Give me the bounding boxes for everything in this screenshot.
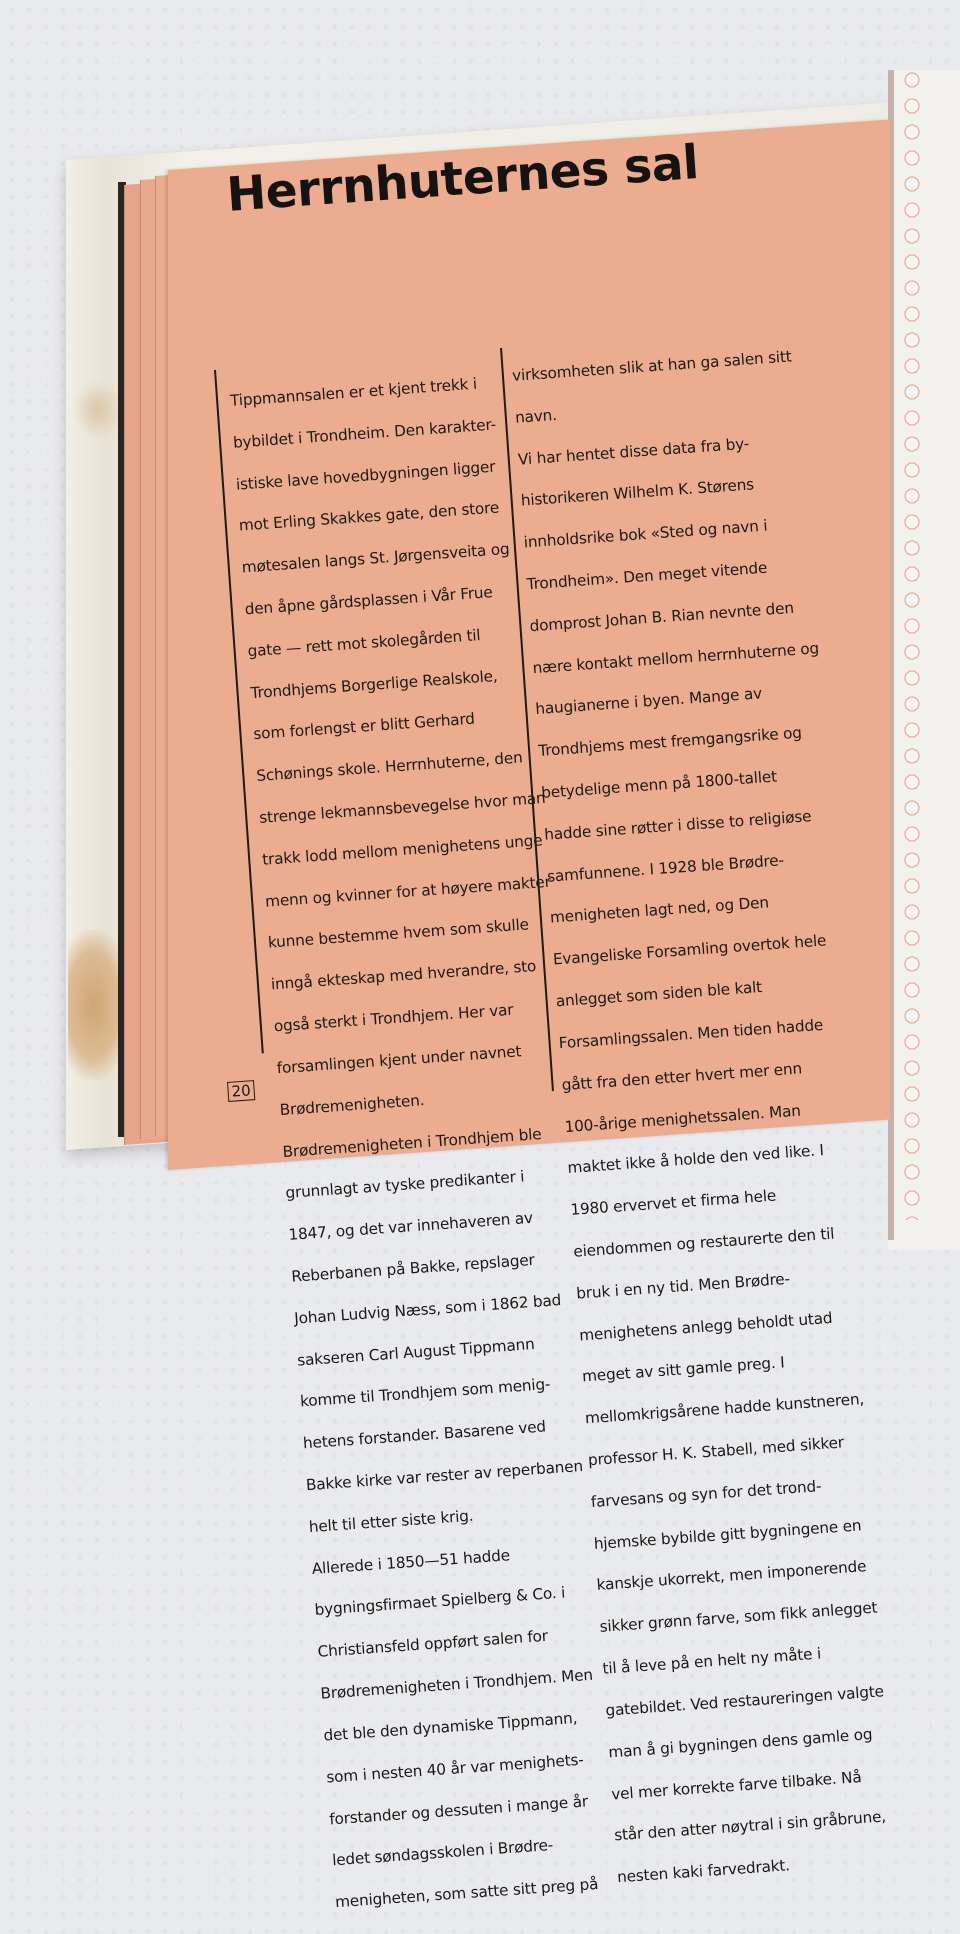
text-line: gått fra den etter hvert mer enn (561, 1059, 803, 1094)
text-line: hjemske bybilde gitt bygningene en (593, 1516, 862, 1553)
text-line: bruk i en ny tid. Men Brødre- (575, 1269, 791, 1303)
text-line: menighetens anlegg beholdt utad (578, 1308, 833, 1345)
text-line: forstander og dessuten i mange år (328, 1791, 589, 1828)
text-line: historikeren Wilhelm K. Størens (520, 475, 755, 510)
text-line: 1847, og det var innehaveren av (287, 1208, 534, 1245)
text-line: menigheten, som satte sitt preg på (334, 1875, 599, 1912)
text-line: også sterkt i Trondhjem. Her var (273, 1000, 514, 1036)
text-line: bygningsfirmaet Spielberg & Co. i (314, 1583, 566, 1620)
text-line: professor H. K. Stabell, med sikker (587, 1433, 845, 1470)
text-line: hadde sine røtter i disse to religiøse (543, 807, 812, 844)
page-number: 20 (227, 1080, 255, 1102)
text-line: helt til etter siste krig. (308, 1506, 474, 1536)
text-line: Bakke kirke var rester av reperbanen (305, 1456, 584, 1495)
text-line: det ble den dynamiske Tippmann, (322, 1708, 578, 1745)
text-line: innholdsrike bok «Sted og navn i (523, 516, 768, 552)
text-line: trakk lodd mellom menighetens unge (261, 831, 543, 869)
text-line: farvesans og syn for det trond- (590, 1476, 822, 1511)
text-line: nære kontakt mellom herrnhuterne og (531, 638, 820, 677)
text-line: Allerede i 1850—51 hadde (311, 1545, 511, 1578)
text-line: grunnlagt av tyske predikanter i (284, 1167, 525, 1203)
text-line: som forlengst er blitt Gerhard (252, 710, 476, 744)
text-line: Christiansfeld oppført salen for (317, 1627, 549, 1662)
text-line: istiske lave hovedbygningen ligger (235, 457, 496, 494)
text-line: Forsamlingssalen. Men tiden hadde (558, 1015, 824, 1053)
text-line: som i nesten 40 år var menighets- (325, 1750, 585, 1787)
text-line: Trondhjems Borgerlige Realskole, (249, 666, 499, 702)
text-line: man å gi bygningen dens gamle og (607, 1724, 873, 1762)
text-line: maktet ikke å holde den ved like. I (566, 1141, 825, 1178)
perforation-holes (902, 70, 922, 1220)
text-line: kunne bestemme hvem som skulle (267, 915, 530, 953)
text-line: bybildet i Trondheim. Den karakter- (232, 415, 497, 452)
text-line: den åpne gårdsplassen i Vår Frue (244, 583, 494, 619)
text-line: Brødremenigheten i Trondhjem. Men (319, 1665, 594, 1703)
text-line: forsamlingen kjent under navnet (276, 1042, 522, 1078)
text-line: menn og kvinner for at høyere makter (264, 872, 552, 911)
text-line: haugianerne i byen. Mange av (534, 684, 763, 719)
text-line: Brødremenigheten. (279, 1090, 425, 1119)
text-line: meget av sitt gamle preg. I (581, 1353, 786, 1386)
text-line: kanskje ukorrekt, men imponerende (596, 1557, 867, 1595)
text-line: Trondheim». Den meget vitende (526, 558, 768, 594)
text-line: sikker grønn farve, som fikk anlegget (599, 1598, 878, 1637)
text-line: eiendommen og restaurerte den til (572, 1224, 835, 1261)
text-line: anlegget som siden ble kalt (555, 978, 763, 1011)
text-line: Trondhjems mest fremgangsrike og (537, 723, 803, 761)
text-line: strenge lekmannsbevegelse hvor man (258, 788, 547, 827)
text-line: mellomkrigsårene hadde kunstneren, (584, 1390, 865, 1428)
text-line: inngå ekteskap med hverandre, sto (270, 957, 537, 994)
text-line: 1980 ervervet et firma hele (569, 1186, 777, 1220)
text-line: gatebildet. Ved restaureringen valgte (604, 1682, 885, 1720)
cover-stain (72, 380, 124, 440)
text-line: vel mer korrekte farve tilbake. Nå (610, 1767, 862, 1803)
text-line: menigheten lagt ned, og Den (549, 893, 770, 928)
text-line: Evangeliske Forsamling overtok hele (552, 931, 827, 969)
text-line: komme til Trondhjem som menig- (299, 1375, 551, 1411)
text-line: betydelige menn på 1800-tallet (540, 767, 778, 802)
text-line: 100-årige menighetssalen. Man (564, 1101, 802, 1136)
text-line: Schønings skole. Herrnhuterne, den (255, 748, 524, 786)
text-line: står den atter nøytral i sin gråbrune, (613, 1807, 887, 1845)
text-line: samfunnene. I 1928 ble Brødre- (546, 850, 785, 886)
text-line: hetens forstander. Basarene ved (302, 1417, 547, 1453)
text-line: sakseren Carl August Tippmann (296, 1334, 536, 1370)
text-line: Tippmannsalen er et kjent trekk i (229, 374, 478, 410)
text-line: Reberbanen på Bakke, repslager (290, 1250, 536, 1286)
text-line: møtesalen langs St. Jørgensveita og (241, 539, 511, 577)
text-line: Vi har hentet disse data fra by- (517, 434, 750, 469)
page-title: Herrnhuternes sal (225, 135, 701, 223)
text-line: virksomheten slik at han ga salen sitt (511, 347, 793, 385)
text-line: ledet søndagsskolen i Brødre- (331, 1836, 554, 1870)
text-line: domprost Johan B. Rian nevnte den (529, 598, 795, 636)
text-line: Brødremenigheten i Trondhjem ble (282, 1124, 542, 1161)
text-line: navn. (514, 405, 558, 427)
text-line: Johan Ludvig Næss, som i 1862 bad (293, 1290, 562, 1328)
text-line: nesten kaki farvedrakt. (616, 1856, 791, 1887)
notebook-leaf (888, 70, 960, 1250)
text-line: gate — rett mot skolegården til (247, 625, 481, 661)
text-line: til å leve på en helt ny måte i (601, 1644, 822, 1678)
text-line: mot Erling Skakkes gate, den store (238, 498, 500, 535)
